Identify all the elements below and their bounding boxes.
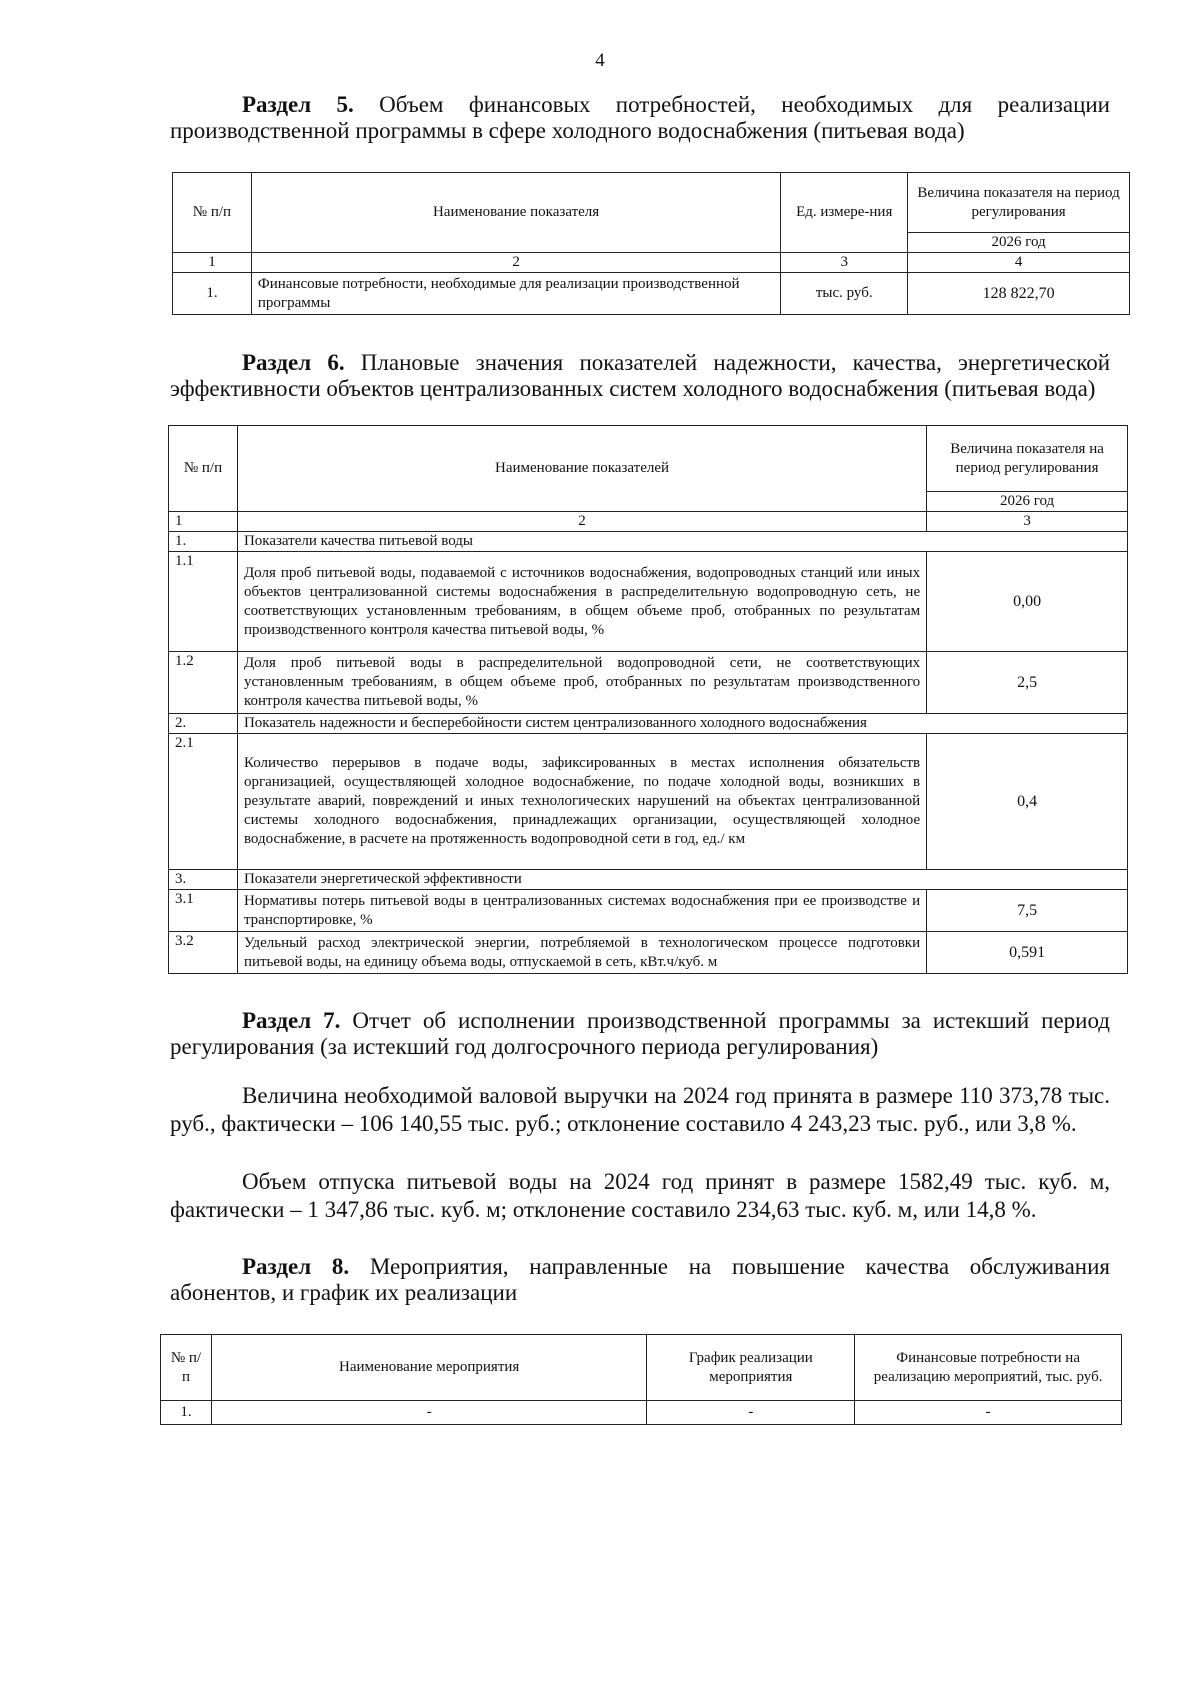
s5-header-num: № п/п — [173, 173, 252, 253]
table-row — [161, 1401, 1122, 1425]
s6-row-num: 2. — [169, 714, 238, 734]
section8-label: Раздел 8. — [242, 1254, 350, 1279]
s6-row-name: Нормативы потерь питьевой воды в централизованных системах водоснабжения при ее производстве и транспортировке, % — [237, 890, 926, 932]
s6-row-num: 3.1 — [169, 890, 238, 932]
s6-row-value: 2,5 — [927, 652, 1128, 714]
s5-row-name: Финансовые потребности, необходимые для реализации производственной программы — [251, 273, 780, 315]
s6-row-name: Количество перерывов в подаче воды, зафиксированных в местах исполнения обязательств организацией, осуществляющей холодное водоснабжение, по подаче холодной воды, возникших в результате аварий, повреждений и иных технологических нарушений на объектах централизованной системы холодного водоснабжения, принадлежащих организации, осуществляющей холодное водоснабжение, в расчете на протяженность водопроводной сети в год, ед./ км — [237, 734, 926, 870]
s8-row-name: - — [211, 1401, 646, 1425]
s6-row-num: 1.2 — [169, 652, 238, 714]
section7-label: Раздел 7. — [242, 1008, 341, 1033]
section8-heading — [170, 1254, 1110, 1306]
section7-title: Отчет об исполнении производственной программы за истекший период регулирования (за истекший год долгосрочного периода регулирования) — [170, 1008, 1110, 1059]
s6-row-value: 7,5 — [927, 890, 1128, 932]
section5-label: Раздел 5. — [242, 92, 354, 117]
table-row — [169, 714, 1128, 734]
s8-header-finance: Финансовые потребности на реализацию мероприятий, тыс. руб. — [855, 1335, 1122, 1401]
s5-header-name: Наименование показателя — [251, 173, 780, 253]
s5-header-value: Величина показателя на период регулирования — [908, 173, 1130, 233]
s5-col-number: 1 — [173, 253, 252, 273]
s8-row-schedule: - — [647, 1401, 855, 1425]
section5-table — [172, 172, 1130, 315]
s6-row-value: 0,591 — [927, 932, 1128, 974]
s6-row-name: Удельный расход электрической энергии, потребляемой в технологическом процессе подготовки питьевой воды, на единицу объема воды, отпускаемой в сеть, кВт.ч/куб. м — [237, 932, 926, 974]
table-row — [169, 890, 1128, 932]
s8-header-schedule: График реализации мероприятия — [647, 1335, 855, 1401]
s8-row-finance: - — [855, 1401, 1122, 1425]
s6-row-name: Доля проб питьевой воды, подаваемой с источников водоснабжения, водопроводных станций или иных объектов централизованной системы водоснабжения в распределительную водопроводную сеть, не соответствующих установленным требованиям, в общем объеме проб, отобранных по результатам производственного контроля качества питьевой воды, % — [237, 552, 926, 652]
s6-row-name: Показатель надежности и бесперебойности систем централизованного холодного водоснабжения — [237, 714, 1127, 734]
s8-header-name: Наименование мероприятия — [211, 1335, 646, 1401]
section6-title: Плановые значения показателей надежности, качества, энергетической эффективности объектов централизованных систем холодного водоснабжения (питьевая вода) — [170, 350, 1111, 401]
s5-row-value: 128 822,70 — [908, 273, 1130, 315]
section6-heading — [170, 350, 1110, 402]
table-row — [169, 734, 1128, 870]
s5-col-number: 2 — [251, 253, 780, 273]
section6-table — [168, 425, 1128, 974]
section7-heading — [170, 1008, 1110, 1060]
section5-title: Объем финансовых потребностей, необходимых для реализации производственной программы в сфере холодного водоснабжения (питьевая вода) — [170, 92, 1110, 143]
s6-row-num: 3. — [169, 870, 238, 890]
s6-header-year: 2026 год — [927, 492, 1128, 512]
table-row — [169, 932, 1128, 974]
s6-row-value: 0,4 — [927, 734, 1128, 870]
s5-col-number: 4 — [908, 253, 1130, 273]
s6-header-name: Наименование показателей — [237, 426, 926, 512]
s5-header-unit: Ед. измере-ния — [781, 173, 908, 253]
s6-row-num: 2.1 — [169, 734, 238, 870]
section8-title: Мероприятия, направленные на повышение качества обслуживания абонентов, и график их реализации — [170, 1254, 1110, 1305]
s6-header-value: Величина показателя на период регулирования — [927, 426, 1128, 492]
s6-col-number: 2 — [237, 512, 926, 532]
section6-label: Раздел 6. — [242, 350, 345, 375]
s6-row-name: Доля проб питьевой воды в распределительной водопроводной сети, не соответствующих установленным требованиям, в общем объеме проб, отобранных по результатам производственного контроля качества питьевой воды, % — [237, 652, 926, 714]
s5-header-year: 2026 год — [908, 233, 1130, 253]
s6-col-number: 1 — [169, 512, 238, 532]
s5-row-num: 1. — [173, 273, 252, 315]
section7-paragraph-volume: Объем отпуска питьевой воды на 2024 год принят в размере 1582,49 тыс. куб. м, фактически – 1 347,86 тыс. куб. м; отклонение составило 234,63 тыс. куб. м, или 14,8 %. — [170, 1169, 1110, 1222]
s6-header-num: № п/п — [169, 426, 238, 512]
s6-row-num: 1. — [169, 532, 238, 552]
table-row — [169, 552, 1128, 652]
s6-col-number: 3 — [927, 512, 1128, 532]
s6-row-num: 3.2 — [169, 932, 238, 974]
table-row — [169, 652, 1128, 714]
table-row — [169, 870, 1128, 890]
page-number: 4 — [595, 50, 605, 71]
section5-heading — [170, 92, 1110, 144]
s8-header-num: № п/п — [161, 1335, 212, 1401]
section8-table — [160, 1334, 1122, 1425]
table-row — [173, 273, 1130, 315]
s6-row-name: Показатели качества питьевой воды — [237, 532, 1127, 552]
s8-row-num: 1. — [161, 1401, 212, 1425]
s6-row-num: 1.1 — [169, 552, 238, 652]
s6-row-value: 0,00 — [927, 552, 1128, 652]
section7-paragraph-revenue: Величина необходимой валовой выручки на 2024 год принята в размере 110 373,78 тыс. руб., фактически – 106 140,55 тыс. руб.; отклонение составило 4 243,23 тыс. руб., или 3,8 %. — [170, 1083, 1110, 1136]
table-row — [169, 532, 1128, 552]
s6-row-name: Показатели энергетической эффективности — [237, 870, 1127, 890]
s5-row-unit: тыс. руб. — [781, 273, 908, 315]
s5-col-number: 3 — [781, 253, 908, 273]
